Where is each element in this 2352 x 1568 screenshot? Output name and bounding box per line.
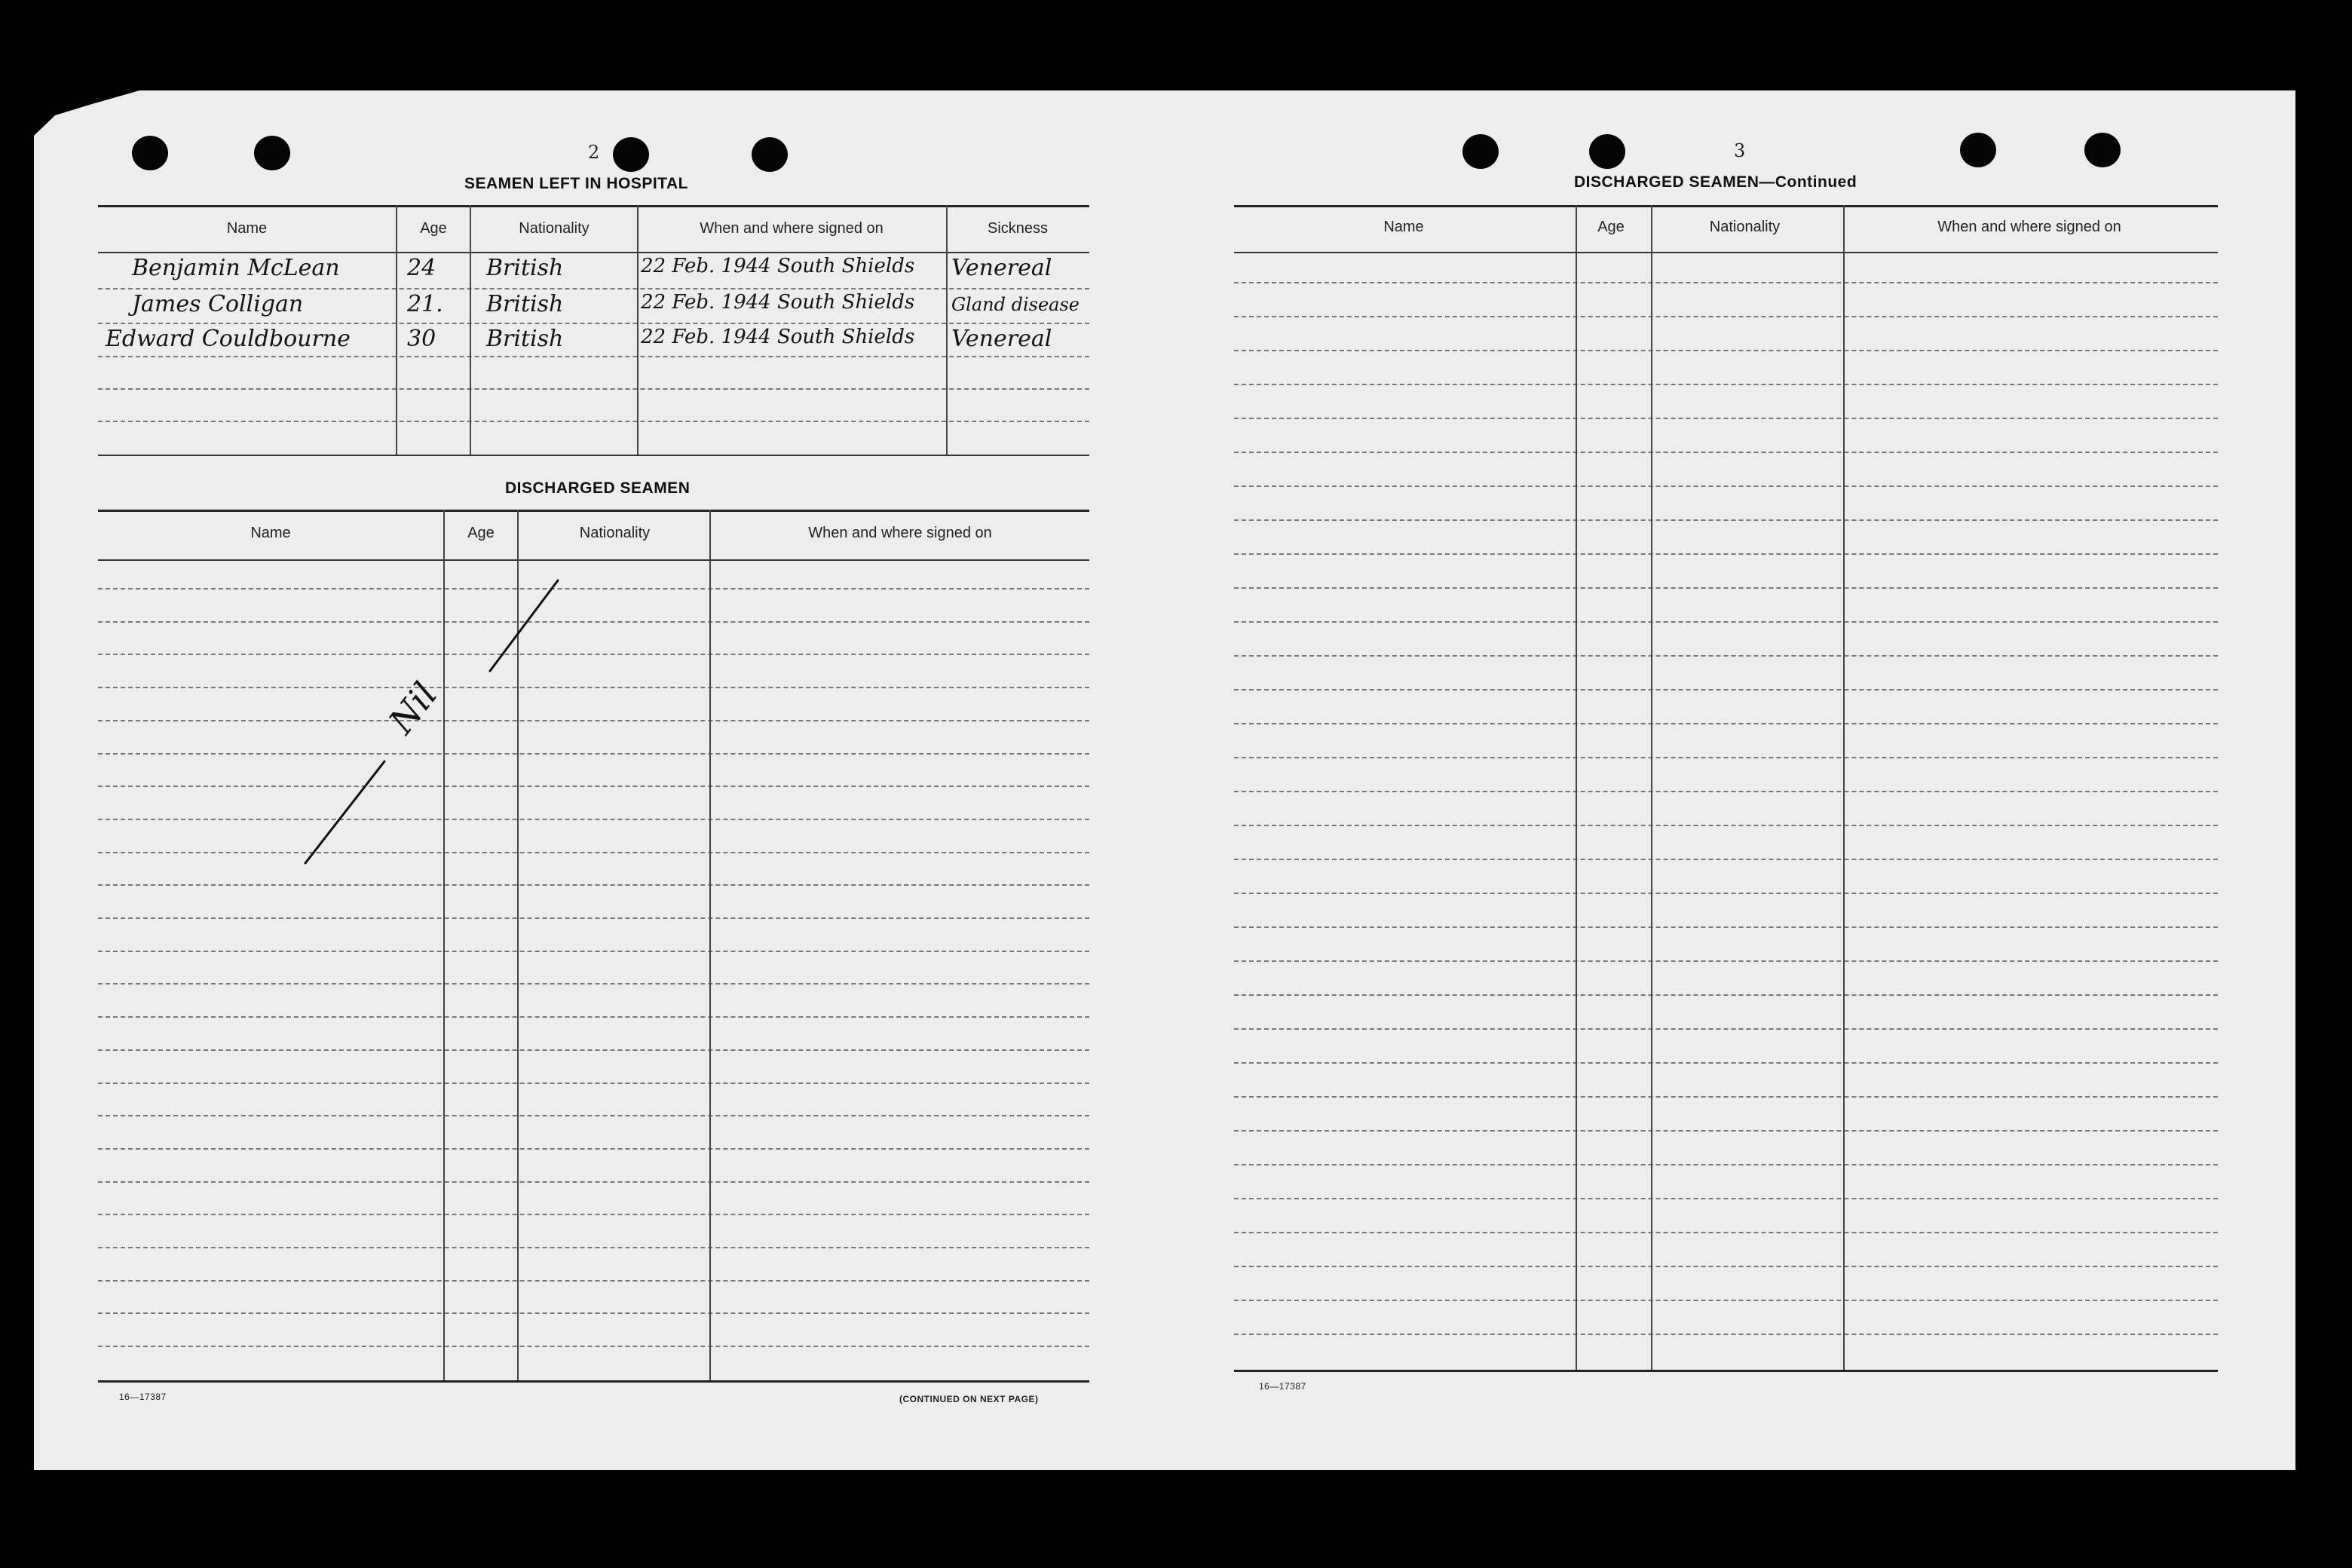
col-header-nationality: Nationality	[579, 525, 651, 541]
hospital-section-title: SEAMEN LEFT IN HOSPITAL	[464, 175, 688, 192]
row-rule	[98, 753, 1089, 755]
hospital-table-top	[98, 205, 1089, 207]
col-divider	[637, 205, 639, 455]
row-rule	[98, 884, 1089, 886]
hospital-sickness-3: Venereal	[951, 326, 1052, 352]
row-rule	[98, 1016, 1089, 1018]
form-number-left: 16—17387	[119, 1392, 167, 1402]
row-rule	[98, 951, 1089, 952]
row-rule	[1234, 621, 2218, 623]
row-rule	[98, 1049, 1089, 1051]
page-number-left: 2	[588, 142, 600, 163]
row-rule	[1234, 791, 2218, 792]
row-rule	[1234, 1198, 2218, 1199]
hospital-name-3: Edward Couldbourne	[106, 326, 351, 352]
row-rule	[98, 1346, 1089, 1347]
row-rule	[98, 1214, 1089, 1215]
punch-hole	[2084, 133, 2121, 167]
col-header-nationality: Nationality	[519, 220, 590, 237]
row-rule	[98, 356, 1089, 357]
row-rule	[1234, 1096, 2218, 1098]
punch-hole	[613, 137, 649, 172]
row-rule	[1234, 350, 2218, 351]
hospital-signed-on-3: 22 Feb. 1944 South Shields	[641, 326, 915, 348]
hospital-header-rule	[98, 252, 1089, 253]
right-section-title	[1574, 173, 1857, 191]
row-rule	[1234, 893, 2218, 894]
nil-annotation: Nil	[381, 675, 446, 742]
hospital-age-2: 21.	[407, 291, 443, 317]
row-rule	[98, 720, 1089, 721]
row-rule	[1234, 689, 2218, 691]
right-title-suffix: —Continued	[1759, 173, 1857, 191]
discharged-table-bottom	[98, 1380, 1089, 1383]
col-divider	[1843, 205, 1845, 1370]
col-header-name: Name	[250, 525, 291, 541]
hospital-nationality-3: British	[486, 326, 564, 352]
row-rule	[98, 1181, 1089, 1183]
row-rule	[1234, 1164, 2218, 1165]
form-number-right: 16—17387	[1259, 1381, 1306, 1392]
hospital-signed-on-1: 22 Feb. 1944 South Shields	[641, 255, 915, 277]
row-rule	[98, 1083, 1089, 1084]
right-title-main: DISCHARGED SEAMEN	[1574, 173, 1759, 191]
row-rule	[98, 1247, 1089, 1248]
row-rule	[1234, 553, 2218, 555]
row-rule	[1234, 384, 2218, 385]
row-rule	[1234, 926, 2218, 928]
row-rule	[98, 917, 1089, 919]
punch-hole	[752, 137, 788, 172]
row-rule	[98, 1280, 1089, 1282]
row-rule	[1234, 994, 2218, 996]
row-rule	[1234, 1334, 2218, 1335]
row-rule	[1234, 757, 2218, 758]
col-header-age: Age	[1597, 219, 1625, 235]
col-divider	[709, 510, 711, 1380]
row-rule	[1234, 1232, 2218, 1233]
col-divider	[396, 205, 397, 455]
row-rule	[1234, 825, 2218, 826]
hospital-name-2: James Colligan	[132, 291, 304, 317]
col-header-signed-on: When and where signed on	[700, 220, 884, 237]
row-rule	[1234, 587, 2218, 589]
hospital-signed-on-2: 22 Feb. 1944 South Shields	[641, 291, 915, 314]
col-header-age: Age	[420, 220, 447, 237]
row-rule	[1234, 1130, 2218, 1132]
col-divider	[1651, 205, 1652, 1370]
discharged-table-top	[98, 510, 1089, 512]
col-divider	[946, 205, 948, 455]
row-rule	[98, 588, 1089, 590]
row-rule	[1234, 485, 2218, 487]
row-rule	[98, 852, 1089, 853]
punch-hole	[1462, 134, 1499, 169]
hospital-name-1: Benjamin McLean	[132, 255, 340, 281]
row-rule	[98, 1312, 1089, 1314]
right-header-rule	[1234, 252, 2218, 253]
right-table-bottom	[1234, 1370, 2218, 1372]
row-rule	[98, 654, 1089, 655]
row-rule	[1234, 418, 2218, 419]
row-rule	[1234, 1062, 2218, 1064]
page-number-right: 3	[1734, 140, 1746, 161]
col-header-signed-on: When and where signed on	[1937, 219, 2121, 235]
right-table-top	[1234, 205, 2218, 207]
row-rule	[98, 621, 1089, 623]
hospital-sickness-1: Venereal	[951, 255, 1052, 281]
discharged-section-title: DISCHARGED SEAMEN	[505, 479, 691, 497]
row-rule	[1234, 282, 2218, 283]
row-rule	[1234, 1300, 2218, 1301]
hospital-nationality-1: British	[486, 255, 564, 281]
col-divider	[470, 205, 471, 455]
row-rule	[98, 786, 1089, 787]
row-rule	[98, 687, 1089, 688]
row-rule	[98, 323, 1089, 324]
col-divider	[1576, 205, 1577, 1370]
punch-hole	[254, 136, 290, 170]
row-rule	[1234, 316, 2218, 317]
row-rule	[1234, 723, 2218, 724]
col-header-name: Name	[1383, 219, 1424, 235]
row-rule	[1234, 655, 2218, 657]
hospital-nationality-2: British	[486, 291, 564, 317]
discharged-header-rule	[98, 559, 1089, 561]
row-rule	[1234, 859, 2218, 860]
row-rule	[1234, 519, 2218, 521]
col-header-age: Age	[467, 525, 495, 541]
row-rule	[1234, 1266, 2218, 1267]
row-rule	[98, 983, 1089, 985]
punch-hole	[1589, 134, 1625, 169]
col-header-name: Name	[226, 220, 268, 237]
row-rule	[1234, 452, 2218, 453]
col-header-signed-on: When and where signed on	[808, 525, 992, 541]
hospital-age-3: 30	[407, 326, 436, 352]
hospital-table-bottom	[98, 455, 1089, 456]
punch-hole	[1960, 133, 1996, 167]
row-rule	[98, 388, 1089, 390]
hospital-age-1: 24	[407, 255, 436, 281]
row-rule	[98, 819, 1089, 820]
col-header-nationality: Nationality	[1709, 219, 1781, 235]
hospital-sickness-2: Gland disease	[951, 294, 1080, 315]
row-rule	[1234, 960, 2218, 962]
row-rule	[98, 421, 1089, 422]
row-rule	[98, 288, 1089, 289]
nil-strike-line	[294, 573, 573, 874]
row-rule	[98, 1148, 1089, 1150]
col-header-sickness: Sickness	[987, 220, 1049, 237]
punch-hole	[132, 136, 168, 170]
row-rule	[98, 1115, 1089, 1116]
continued-note: (CONTINUED ON NEXT PAGE)	[899, 1394, 1039, 1404]
row-rule	[1234, 1028, 2218, 1030]
